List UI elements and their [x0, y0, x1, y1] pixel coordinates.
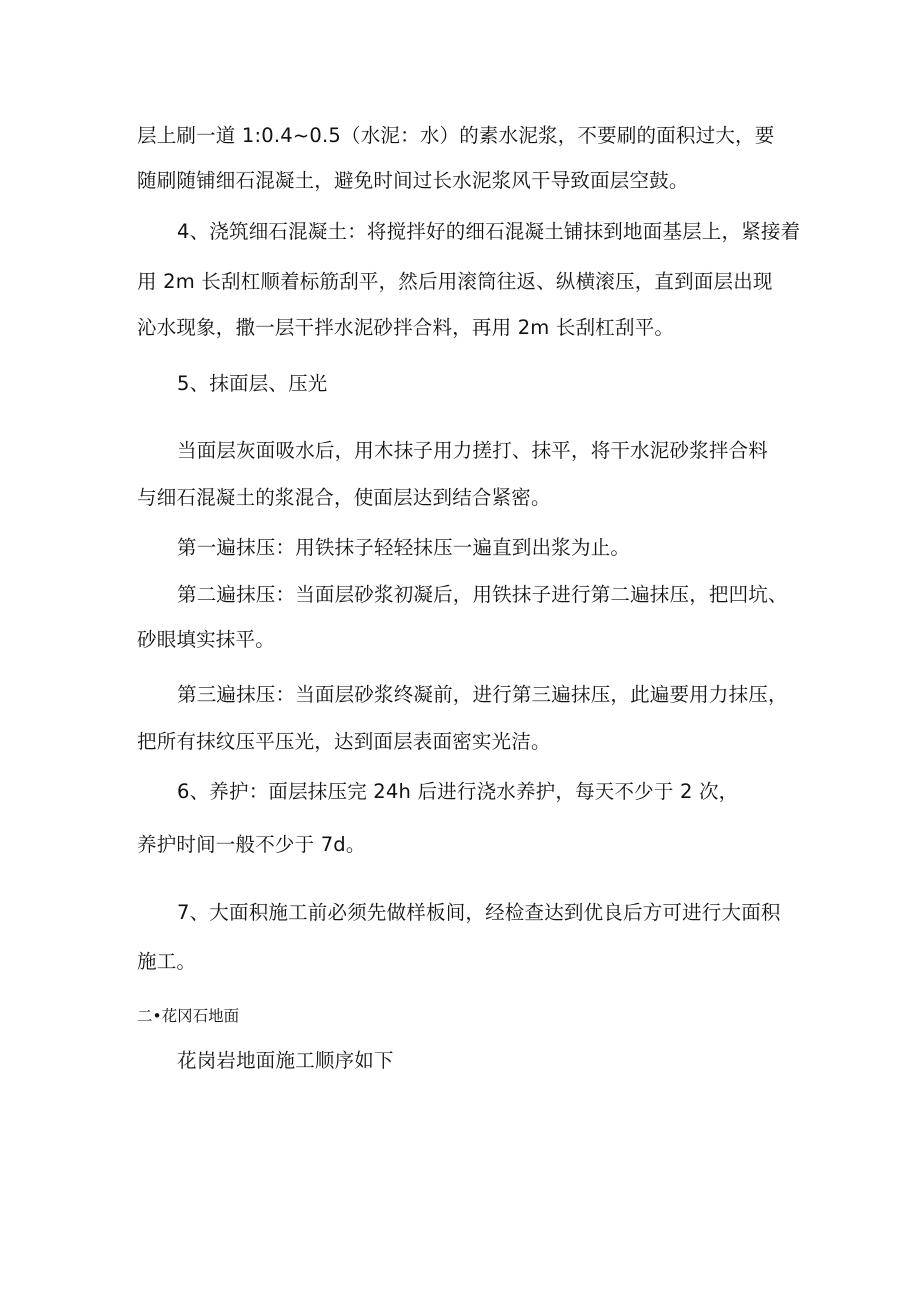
second-pass-line-1: 第二遍抹压：当面层砂浆初凝后，用铁抹子进行第二遍抹压，把凹坑、: [177, 583, 788, 606]
step-5-line-2: 与细石混凝土的浆混合，使面层达到结合紧密。: [137, 486, 551, 509]
step-4-line-3: 沁水现象，撒一层干拌水泥砂拌合料，再用 2m 长刮杠刮平。: [137, 316, 675, 339]
step-7-line-1: 7、大面积施工前必须先做样板间，经检查达到优良后方可进行大面积: [177, 901, 781, 924]
step-4-line-2: 用 2m 长刮杠顺着标筋刮平，然后用滚筒往返、纵横滚压，直到面层出现: [137, 270, 773, 293]
second-pass-line-2: 砂眼填实抹平。: [137, 628, 275, 651]
granite-intro-line: 花岗岩地面施工顺序如下: [177, 1049, 394, 1072]
step-4-line-1: 4、浇筑细石混凝土：将搅拌好的细石混凝土铺抹到地面基层上，紧接着: [177, 220, 801, 243]
step-6-line-1: 6、养护：面层抹压完 24h 后进行浇水养护，每天不少于 2 次，: [177, 780, 739, 803]
paragraph-line-2: 随刷随铺细石混凝土，避免时间过长水泥浆风干导致面层空鼓。: [137, 169, 689, 192]
step-5-heading: 5、抹面层、压光: [177, 372, 328, 395]
step-6-line-2: 养护时间一般不少于 7d。: [137, 833, 366, 856]
section-heading-granite: 二•花冈石地面: [137, 1007, 240, 1025]
step-5-line-1: 当面层灰面吸水后，用木抹子用力搓打、抹平，将干水泥砂浆拌合料: [177, 439, 769, 462]
third-pass-line-1: 第三遍抹压：当面层砂浆终凝前，进行第三遍抹压，此遍要用力抹压，: [177, 683, 788, 706]
step-7-line-2: 施工。: [137, 950, 197, 973]
paragraph-line-1: 层上刷一道 1:0.4~0.5（水泥：水）的素水泥浆，不要刷的面积过大，要: [137, 124, 775, 147]
first-pass-line: 第一遍抹压：用铁抹子轻轻抹压一遍直到出浆为止。: [177, 536, 631, 559]
third-pass-line-2: 把所有抹纹压平压光，达到面层表面密实光洁。: [137, 730, 551, 753]
